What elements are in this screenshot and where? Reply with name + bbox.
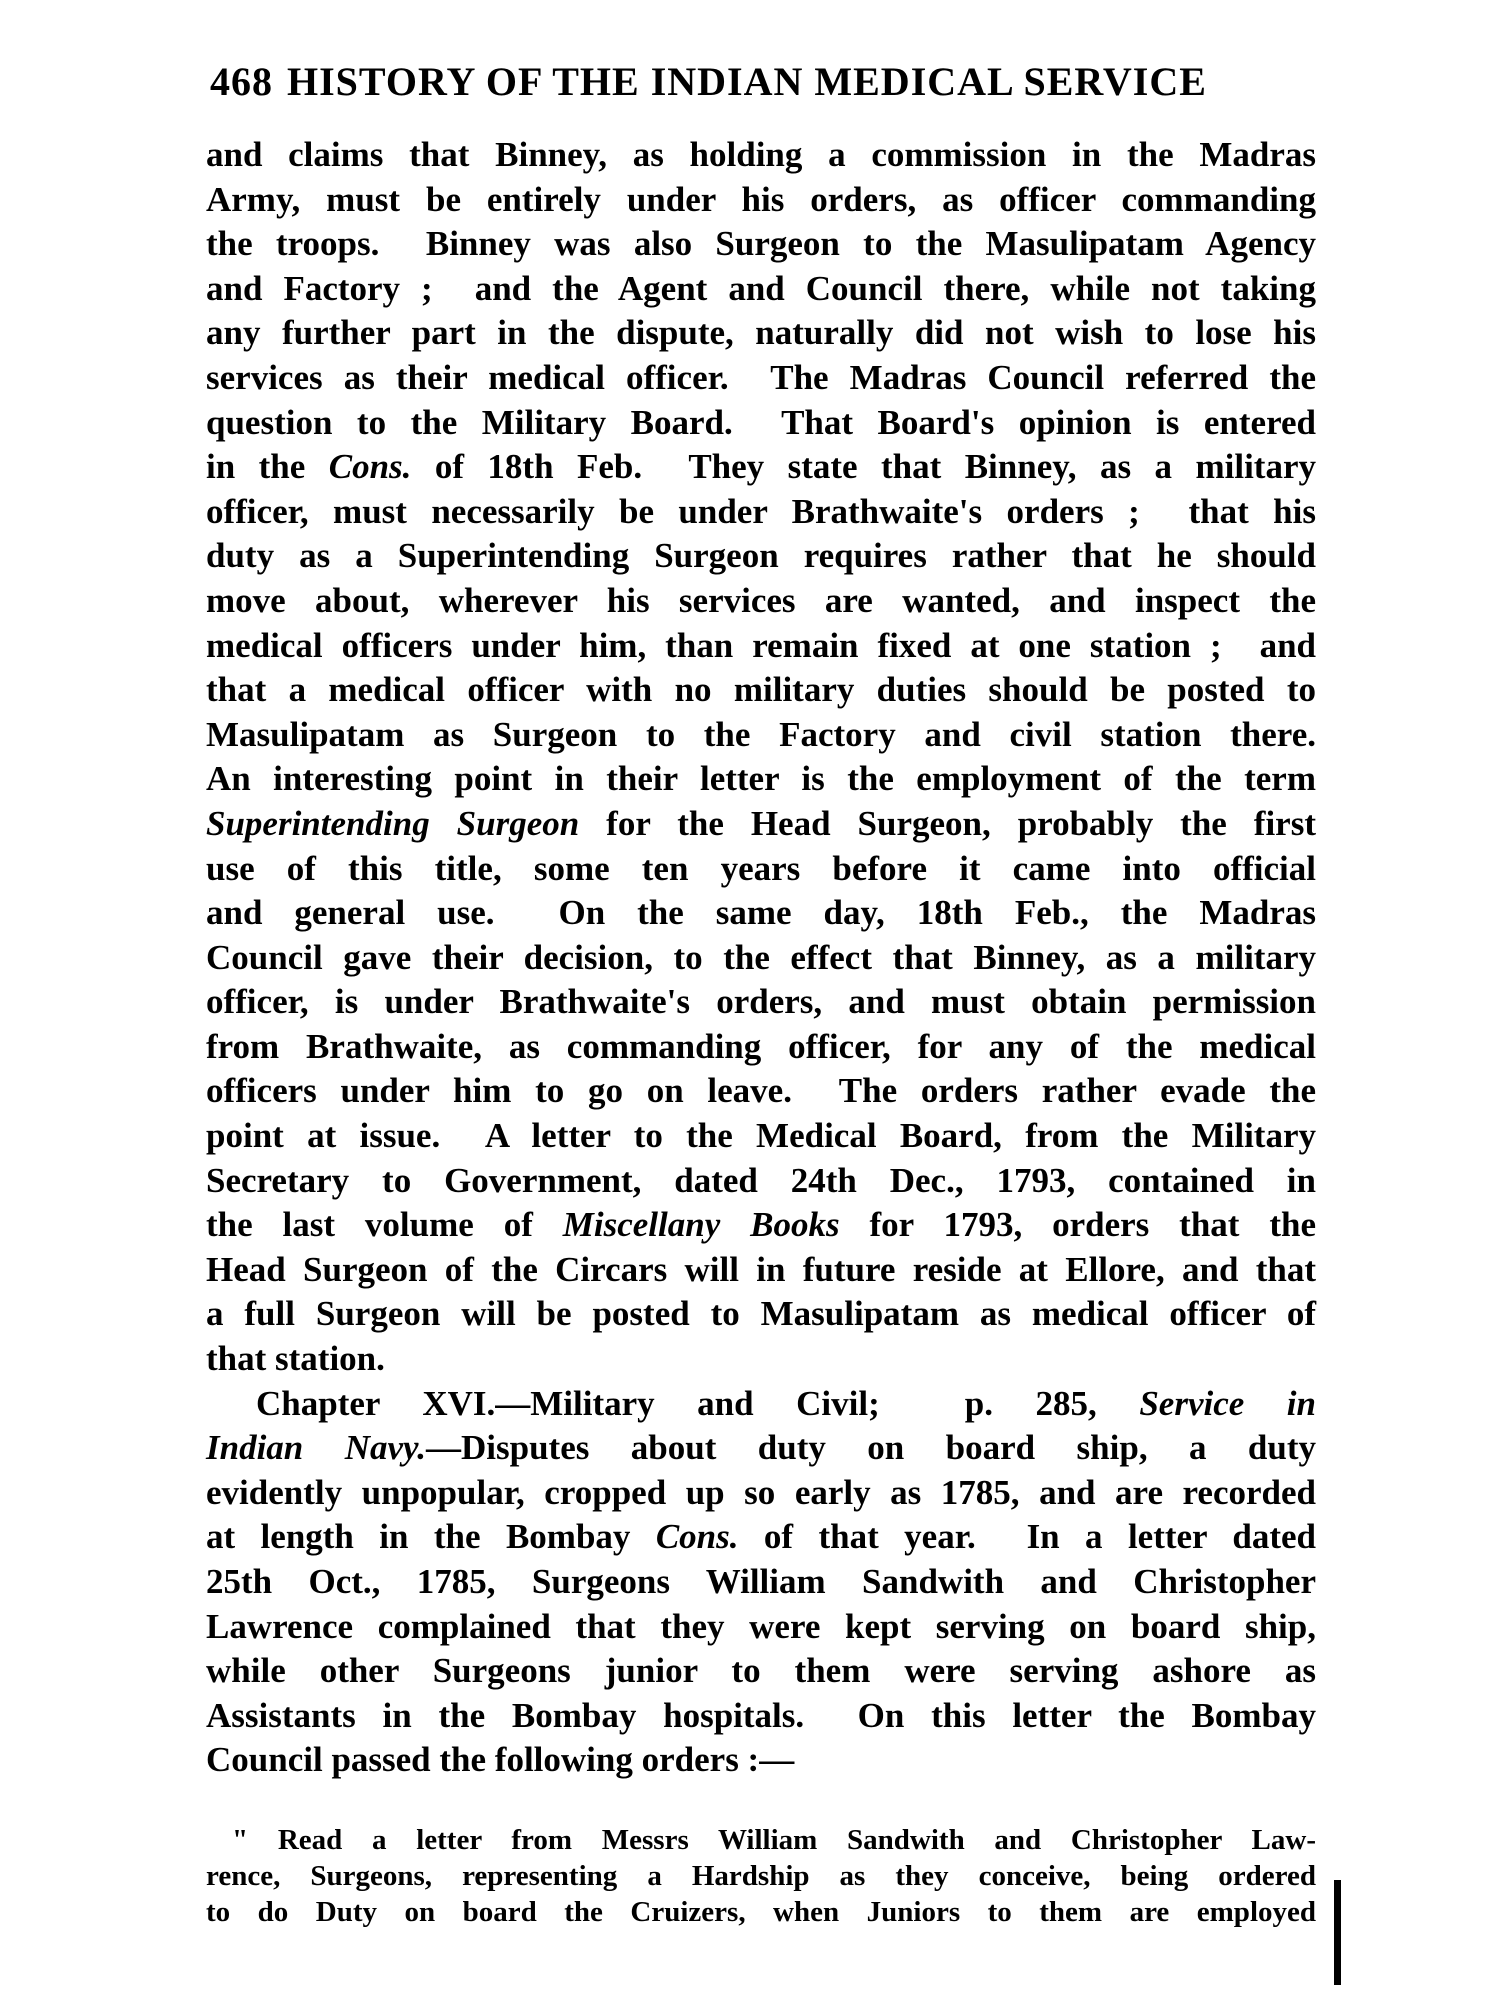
quote-line <box>206 1858 1316 1894</box>
paragraph2-line <box>206 1694 1316 1739</box>
text-run: officer, must necessarily be under Brathwaite's orders ; that his <box>206 491 1316 531</box>
text-run: evidently unpopular, cropped up so early as 1785, and are recorded <box>206 1472 1316 1512</box>
paragraph1-line <box>206 1069 1316 1114</box>
text-run: Masulipatam as Surgeon to the Factory and civil station there. <box>206 714 1316 754</box>
italic-run: Superintending Surgeon <box>206 803 580 843</box>
paragraph1-line <box>206 1114 1316 1159</box>
text-run: Lawrence complained that they were kept serving on board ship, <box>206 1606 1316 1646</box>
paragraph1-line <box>206 1025 1316 1070</box>
text-run: Army, must be entirely under his orders, as officer commanding <box>206 179 1316 219</box>
text-run: use of this title, some ten years before it came into official <box>206 848 1316 888</box>
paragraph1-line <box>206 1248 1316 1293</box>
text-run: Assistants in the Bombay hospitals. On this letter the Bombay <box>206 1695 1316 1735</box>
paragraph-chapter-xvi <box>206 1382 1316 1783</box>
text-run: and general use. On the same day, 18th Feb., the Madras <box>206 893 1316 933</box>
text-run: " Read a letter from Messrs William Sandwith and Christopher Law- <box>232 1824 1316 1856</box>
paragraph1-line <box>206 624 1316 669</box>
text-run: medical officers under him, than remain fixed at one station ; and <box>206 625 1316 665</box>
text-run: —Disputes about duty on board ship, a duty <box>426 1428 1317 1468</box>
paragraph1-line <box>206 222 1316 267</box>
text-run: from Brathwaite, as commanding officer, for any of the medical <box>206 1026 1316 1066</box>
paragraph1-line <box>206 178 1316 223</box>
paragraph1-line <box>206 936 1316 981</box>
paragraph1-line <box>206 1337 1316 1382</box>
paragraph1-line <box>206 891 1316 936</box>
text-run: while other Surgeons junior to them were serving ashore as <box>206 1651 1316 1691</box>
text-run: Council passed the following orders :— <box>206 1740 795 1780</box>
paragraph-binney <box>206 133 1316 1382</box>
italic-run: Cons. <box>655 1517 739 1557</box>
text-run: duty as a Superintending Surgeon requires rather that he should <box>206 536 1316 576</box>
text-run: question to the Military Board. That Board's opinion is entered <box>206 402 1316 442</box>
italic-run: Indian Navy. <box>206 1428 426 1468</box>
text-run: An interesting point in their letter is the employment of the term <box>206 759 1316 799</box>
paragraph1-line <box>206 311 1316 356</box>
text-run: the troops. Binney was also Surgeon to the Masulipatam Agency <box>206 224 1316 264</box>
paragraph2-line <box>206 1605 1316 1650</box>
text-run: of that year. In a letter dated <box>738 1517 1316 1557</box>
running-title: HISTORY OF THE INDIAN MEDICAL SERVICE <box>287 59 1207 104</box>
paragraph2-line <box>206 1560 1316 1605</box>
text-run: move about, wherever his services are wanted, and inspect the <box>206 580 1316 620</box>
paragraph2-line <box>206 1471 1316 1516</box>
text-run: for the Head Surgeon, probably the first <box>579 803 1316 843</box>
paragraph1-line <box>206 802 1316 847</box>
paragraph1-line <box>206 534 1316 579</box>
quote-line <box>206 1822 1316 1858</box>
text-run: and Factory ; and the Agent and Council there, while not taking <box>206 268 1316 308</box>
paragraph2-line <box>206 1426 1316 1471</box>
paragraph1-line <box>206 668 1316 713</box>
paragraph2-line <box>206 1738 1316 1783</box>
text-run: that station. <box>206 1339 385 1379</box>
text-run: point at issue. A letter to the Medical Board, from the Military <box>206 1116 1316 1156</box>
paragraph1-line <box>206 713 1316 758</box>
text-run: that a medical officer with no military duties should be posted to <box>206 670 1316 710</box>
paragraph1-line <box>206 1203 1316 1248</box>
text-run: and claims that Binney, as holding a commission in the Madras <box>206 135 1316 174</box>
text-run: rence, Surgeons, representing a Hardship as they conceive, being ordered <box>206 1860 1316 1892</box>
paragraph1-line <box>206 757 1316 802</box>
paragraph1-line <box>206 133 1316 178</box>
main-text <box>206 133 1316 1783</box>
scan-edge-mark <box>1334 1880 1341 1985</box>
text-run: for 1793, orders that the <box>839 1205 1316 1245</box>
paragraph1-line <box>206 445 1316 490</box>
text-run: a full Surgeon will be posted to Masulipatam as medical officer of <box>206 1294 1316 1334</box>
paragraph1-line <box>206 401 1316 446</box>
paragraph1-line <box>206 1159 1316 1204</box>
quote-line <box>206 1894 1316 1930</box>
paragraph1-line <box>206 490 1316 535</box>
italic-run: Service in <box>1139 1383 1316 1423</box>
text-run: services as their medical officer. The Madras Council referred the <box>206 357 1316 397</box>
text-run: to do Duty on board the Cruizers, when Juniors to them are employed <box>206 1896 1316 1928</box>
text-run: the last volume of <box>206 1205 563 1245</box>
paragraph1-line <box>206 267 1316 312</box>
text-run: Council gave their decision, to the effect that Binney, as a military <box>206 937 1316 977</box>
text-run: of 18th Feb. They state that Binney, as a military <box>411 447 1316 487</box>
text-run: Secretary to Government, dated 24th Dec., 1793, contained in <box>206 1160 1316 1200</box>
paragraph2-line <box>206 1649 1316 1694</box>
paragraph2-line <box>206 1382 1316 1427</box>
paragraph1-line <box>206 847 1316 892</box>
block-quote <box>206 1822 1316 1930</box>
text-run: Head Surgeon of the Circars will in future reside at Ellore, and that <box>206 1249 1316 1289</box>
text-run: Chapter XVI.—Military and Civil; p. 285, <box>256 1383 1140 1423</box>
text-run: at length in the Bombay <box>206 1517 656 1557</box>
page-number: 468 <box>210 59 273 104</box>
text-run: in the <box>206 447 329 487</box>
text-run: 25th Oct., 1785, Surgeons William Sandwith and Christopher <box>206 1562 1316 1601</box>
paragraph1-line <box>206 980 1316 1025</box>
paragraph1-line <box>206 1292 1316 1337</box>
running-header <box>210 58 1280 105</box>
text-run: officer, is under Brathwaite's orders, and must obtain permission <box>206 982 1316 1022</box>
italic-run: Cons. <box>328 447 412 487</box>
text-run: officers under him to go on leave. The orders rather evade the <box>206 1071 1316 1111</box>
paragraph1-line <box>206 356 1316 401</box>
paragraph2-line <box>206 1515 1316 1560</box>
text-run: any further part in the dispute, naturally did not wish to lose his <box>206 313 1316 353</box>
italic-run: Miscellany Books <box>562 1205 840 1245</box>
paragraph1-line <box>206 579 1316 624</box>
